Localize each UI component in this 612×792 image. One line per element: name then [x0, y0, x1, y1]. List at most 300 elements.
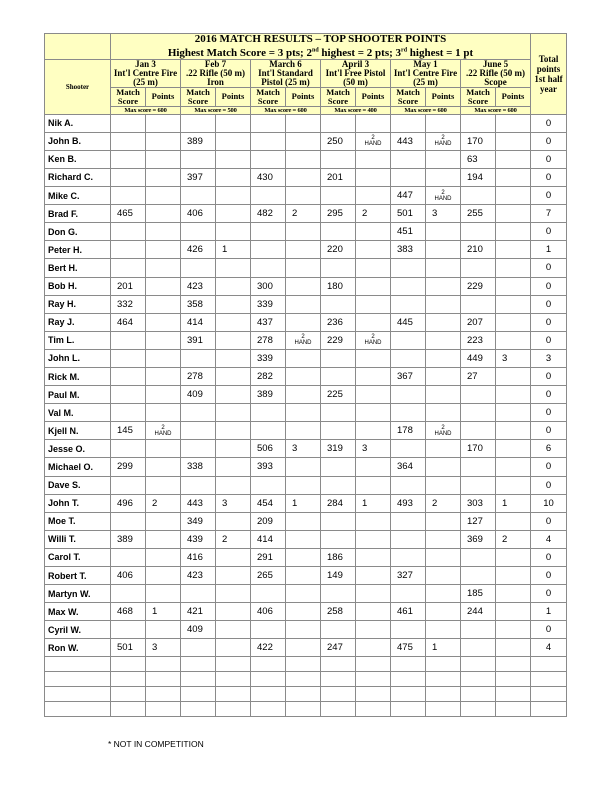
points-cell: 2 HAND [426, 187, 461, 205]
points-cell [356, 259, 391, 277]
points-cell [286, 639, 321, 657]
table-row [45, 295, 567, 313]
points-cell [216, 150, 251, 168]
points-cell [286, 548, 321, 566]
table-row [45, 168, 567, 186]
points-cell: 1 [356, 494, 391, 512]
score-cell: 414 [251, 530, 286, 548]
score-cell [461, 476, 496, 494]
table-row [45, 150, 567, 168]
shooter-name: Richard C. [45, 168, 111, 186]
table-row [45, 349, 567, 367]
points-cell: 1 [216, 241, 251, 259]
score-cell [111, 331, 146, 349]
points-cell [426, 150, 461, 168]
table-row [45, 114, 567, 132]
score-cell [391, 386, 426, 404]
score-cell: 364 [391, 458, 426, 476]
score-cell: 409 [181, 621, 216, 639]
points-cell [426, 621, 461, 639]
score-cell: 423 [181, 277, 216, 295]
page-subtitle: Highest Match Score = 3 pts; 2nd highest = 2 pts; 3rd highest = 1 pt [167, 46, 474, 59]
score-cell [391, 476, 426, 494]
score-cell [251, 404, 286, 422]
points-cell [356, 386, 391, 404]
score-cell [111, 621, 146, 639]
points-cell [426, 530, 461, 548]
points-cell [146, 259, 181, 277]
points-cell [356, 639, 391, 657]
score-cell: 389 [111, 530, 146, 548]
score-cell: 127 [461, 512, 496, 530]
total-cell: 0 [531, 422, 567, 440]
shooter-name: Ray H. [45, 295, 111, 313]
score-cell [181, 404, 216, 422]
score-cell [251, 132, 286, 150]
points-cell [496, 585, 531, 603]
points-cell [286, 585, 321, 603]
points-cell [146, 150, 181, 168]
points-cell [216, 422, 251, 440]
score-cell: 291 [251, 548, 286, 566]
score-cell [391, 114, 426, 132]
points-cell [356, 241, 391, 259]
table-row [45, 241, 567, 259]
points-cell [356, 567, 391, 585]
score-cell: 265 [251, 567, 286, 585]
points-cell [146, 512, 181, 530]
total-cell: 4 [531, 639, 567, 657]
score-cell [111, 132, 146, 150]
score-cell: 468 [111, 603, 146, 621]
score-cell: 63 [461, 150, 496, 168]
score-cell [111, 168, 146, 186]
score-cell: 501 [111, 639, 146, 657]
match-score-header: Match Score [461, 87, 496, 106]
total-cell: 0 [531, 187, 567, 205]
score-cell: 422 [251, 639, 286, 657]
score-cell [391, 259, 426, 277]
score-cell [111, 241, 146, 259]
score-cell: 223 [461, 331, 496, 349]
score-cell: 430 [251, 168, 286, 186]
score-cell: 475 [391, 639, 426, 657]
points-cell [496, 205, 531, 223]
score-cell [391, 512, 426, 530]
shooter-name: Max W. [45, 603, 111, 621]
points-cell [146, 567, 181, 585]
score-cell: 295 [321, 205, 356, 223]
match-score-header: Match Score [321, 87, 356, 106]
score-cell [111, 440, 146, 458]
points-cell [286, 422, 321, 440]
event-header: May 1 Int'l Centre Fire (25 m) [391, 59, 461, 87]
table-row [45, 223, 567, 241]
score-cell: 332 [111, 295, 146, 313]
score-cell: 185 [461, 585, 496, 603]
score-cell: 303 [461, 494, 496, 512]
score-cell: 439 [181, 530, 216, 548]
score-cell: 229 [461, 277, 496, 295]
score-cell: 170 [461, 132, 496, 150]
points-cell [286, 349, 321, 367]
score-cell [111, 585, 146, 603]
points-header: Points [356, 87, 391, 106]
table-row [45, 367, 567, 385]
score-cell: 369 [461, 530, 496, 548]
score-cell [321, 349, 356, 367]
shooter-name: Rick M. [45, 367, 111, 385]
title-cell [111, 34, 531, 60]
score-cell: 284 [321, 494, 356, 512]
score-cell: 278 [181, 367, 216, 385]
total-cell: 0 [531, 404, 567, 422]
score-cell: 258 [321, 603, 356, 621]
match-score-header: Match Score [181, 87, 216, 106]
points-cell [426, 548, 461, 566]
score-cell: 409 [181, 386, 216, 404]
points-cell [426, 168, 461, 186]
score-cell: 416 [181, 548, 216, 566]
score-cell: 201 [111, 277, 146, 295]
points-cell [356, 585, 391, 603]
points-cell [356, 187, 391, 205]
score-cell [321, 422, 356, 440]
score-cell: 383 [391, 241, 426, 259]
points-cell [216, 603, 251, 621]
points-cell [286, 512, 321, 530]
points-cell [216, 331, 251, 349]
points-cell [216, 440, 251, 458]
shooter-name: Val M. [45, 404, 111, 422]
total-cell: 0 [531, 458, 567, 476]
score-cell: 358 [181, 295, 216, 313]
event-header: Jan 3 Int'l Centre Fire (25 m) [111, 59, 181, 87]
points-cell: 1 [426, 639, 461, 657]
max-score-label: Max score = 600 [391, 106, 461, 114]
score-cell [391, 548, 426, 566]
points-cell: 2 HAND [426, 422, 461, 440]
shooter-name: Bert H. [45, 259, 111, 277]
points-cell [146, 168, 181, 186]
total-cell: 0 [531, 548, 567, 566]
score-cell [321, 476, 356, 494]
score-cell: 465 [111, 205, 146, 223]
shooter-name: Kjell N. [45, 422, 111, 440]
points-cell [146, 114, 181, 132]
points-cell [146, 132, 181, 150]
points-cell [356, 621, 391, 639]
total-cell: 0 [531, 386, 567, 404]
score-cell [321, 585, 356, 603]
table-row [45, 422, 567, 440]
max-score-label: Max score = 500 [181, 106, 251, 114]
score-cell: 300 [251, 277, 286, 295]
total-cell: 0 [531, 114, 567, 132]
points-cell [146, 440, 181, 458]
score-cell: 250 [321, 132, 356, 150]
points-cell: 1 [286, 494, 321, 512]
empty-row [45, 657, 567, 672]
table-row [45, 187, 567, 205]
points-cell [146, 313, 181, 331]
points-cell [496, 168, 531, 186]
score-cell: 406 [251, 603, 286, 621]
score-cell [321, 259, 356, 277]
points-cell: 2 [496, 530, 531, 548]
footnote: * NOT IN COMPETITION [108, 739, 204, 749]
score-cell [181, 114, 216, 132]
score-cell [251, 223, 286, 241]
score-cell [181, 639, 216, 657]
score-cell [111, 349, 146, 367]
score-cell: 443 [391, 132, 426, 150]
score-cell [251, 585, 286, 603]
score-cell: 236 [321, 313, 356, 331]
points-cell [216, 349, 251, 367]
score-cell [181, 585, 216, 603]
score-cell [461, 548, 496, 566]
score-cell: 406 [181, 205, 216, 223]
points-cell [356, 530, 391, 548]
points-cell [496, 548, 531, 566]
points-cell [216, 476, 251, 494]
corner-cell [45, 34, 111, 60]
total-cell: 0 [531, 367, 567, 385]
score-cell: 482 [251, 205, 286, 223]
score-cell: 397 [181, 168, 216, 186]
points-cell: 2 [356, 205, 391, 223]
points-cell [496, 476, 531, 494]
shooter-name: Mike C. [45, 187, 111, 205]
score-cell: 447 [391, 187, 426, 205]
points-cell [496, 621, 531, 639]
shooter-name: Ray J. [45, 313, 111, 331]
score-cell [461, 114, 496, 132]
points-cell [356, 349, 391, 367]
points-cell [356, 404, 391, 422]
points-cell [146, 331, 181, 349]
score-cell: 506 [251, 440, 286, 458]
shooter-name: Jesse O. [45, 440, 111, 458]
score-cell: 244 [461, 603, 496, 621]
points-cell [496, 223, 531, 241]
empty-row [45, 687, 567, 702]
shooter-name: Nik A. [45, 114, 111, 132]
score-cell [321, 367, 356, 385]
score-cell [391, 295, 426, 313]
score-cell: 493 [391, 494, 426, 512]
points-cell [286, 168, 321, 186]
score-cell: 445 [391, 313, 426, 331]
score-cell [111, 512, 146, 530]
score-cell: 299 [111, 458, 146, 476]
points-cell [356, 114, 391, 132]
points-cell [286, 259, 321, 277]
score-cell: 437 [251, 313, 286, 331]
score-cell [251, 621, 286, 639]
points-cell [426, 603, 461, 621]
page-title: 2016 MATCH RESULTS – TOP SHOOTER POINTS [194, 33, 447, 45]
table-row [45, 386, 567, 404]
score-cell [181, 422, 216, 440]
score-cell [251, 150, 286, 168]
points-cell: 3 [426, 205, 461, 223]
total-cell: 0 [531, 331, 567, 349]
score-cell [461, 223, 496, 241]
table-row [45, 512, 567, 530]
points-cell [356, 295, 391, 313]
points-cell [286, 187, 321, 205]
score-cell: 389 [181, 132, 216, 150]
score-cell [461, 422, 496, 440]
points-cell [146, 585, 181, 603]
score-cell: 194 [461, 168, 496, 186]
shooter-name: Ron W. [45, 639, 111, 657]
score-cell [181, 187, 216, 205]
score-cell: 209 [251, 512, 286, 530]
score-cell: 464 [111, 313, 146, 331]
total-cell: 0 [531, 621, 567, 639]
points-cell [426, 567, 461, 585]
score-cell: 319 [321, 440, 356, 458]
points-cell [356, 422, 391, 440]
table-row [45, 404, 567, 422]
points-cell [356, 150, 391, 168]
score-cell: 201 [321, 168, 356, 186]
points-cell: 2 HAND [356, 132, 391, 150]
score-cell: 178 [391, 422, 426, 440]
points-cell [426, 367, 461, 385]
score-cell [461, 187, 496, 205]
max-score-label: Max score = 600 [461, 106, 531, 114]
score-cell: 461 [391, 603, 426, 621]
score-cell: 414 [181, 313, 216, 331]
points-cell [146, 277, 181, 295]
points-cell [496, 512, 531, 530]
score-cell [391, 404, 426, 422]
points-cell [216, 404, 251, 422]
score-cell: 186 [321, 548, 356, 566]
table-row [45, 440, 567, 458]
score-cell: 180 [321, 277, 356, 295]
shooter-name: Brad F. [45, 205, 111, 223]
points-cell [496, 114, 531, 132]
points-cell [146, 404, 181, 422]
points-cell [496, 331, 531, 349]
shooter-name: John T. [45, 494, 111, 512]
score-cell [321, 295, 356, 313]
score-cell [321, 458, 356, 476]
points-cell [496, 422, 531, 440]
points-cell [146, 530, 181, 548]
points-cell: 3 [216, 494, 251, 512]
score-cell: 278 [251, 331, 286, 349]
points-cell [496, 458, 531, 476]
score-cell [461, 621, 496, 639]
points-cell [146, 187, 181, 205]
score-cell [181, 476, 216, 494]
points-cell: 1 [146, 603, 181, 621]
total-cell: 1 [531, 241, 567, 259]
points-cell [146, 621, 181, 639]
points-cell [146, 349, 181, 367]
points-cell [146, 386, 181, 404]
score-cell: 255 [461, 205, 496, 223]
match-score-header: Match Score [111, 87, 146, 106]
score-cell [461, 386, 496, 404]
score-cell [111, 259, 146, 277]
total-cell: 10 [531, 494, 567, 512]
score-cell [251, 476, 286, 494]
points-cell: 3 [146, 639, 181, 657]
points-cell [216, 295, 251, 313]
points-cell [496, 295, 531, 313]
shooter-name: Michael O. [45, 458, 111, 476]
score-cell: 27 [461, 367, 496, 385]
shooter-name: Moe T. [45, 512, 111, 530]
event-header: Feb 7 .22 Rifle (50 m) Iron [181, 59, 251, 87]
total-cell: 0 [531, 295, 567, 313]
shooter-name: John L. [45, 349, 111, 367]
total-cell: 0 [531, 150, 567, 168]
shooter-name: Dave S. [45, 476, 111, 494]
shooter-name: Bob H. [45, 277, 111, 295]
total-cell: 0 [531, 585, 567, 603]
score-cell [111, 150, 146, 168]
total-cell: 0 [531, 313, 567, 331]
points-cell [216, 548, 251, 566]
total-cell: 0 [531, 132, 567, 150]
total-cell: 0 [531, 567, 567, 585]
score-cell: 449 [461, 349, 496, 367]
points-cell [496, 404, 531, 422]
score-cell [111, 386, 146, 404]
points-cell: 2 HAND [146, 422, 181, 440]
points-cell [286, 241, 321, 259]
points-cell [496, 440, 531, 458]
points-cell [146, 548, 181, 566]
shooter-name: Robert T. [45, 567, 111, 585]
table-row [45, 331, 567, 349]
points-cell: 2 [146, 494, 181, 512]
points-cell: 2 HAND [286, 331, 321, 349]
points-cell [216, 277, 251, 295]
score-cell [111, 548, 146, 566]
points-cell [146, 241, 181, 259]
score-cell [391, 168, 426, 186]
points-cell [356, 476, 391, 494]
points-cell [426, 259, 461, 277]
total-cell: 0 [531, 476, 567, 494]
points-cell [496, 277, 531, 295]
score-cell [391, 440, 426, 458]
points-cell [496, 187, 531, 205]
score-cell [461, 259, 496, 277]
score-cell: 220 [321, 241, 356, 259]
score-cell: 391 [181, 331, 216, 349]
points-cell [286, 458, 321, 476]
points-cell [356, 512, 391, 530]
points-cell [216, 386, 251, 404]
points-cell [356, 603, 391, 621]
points-cell [216, 187, 251, 205]
table-row [45, 621, 567, 639]
points-cell [286, 603, 321, 621]
total-cell: 4 [531, 530, 567, 548]
shooter-name: John B. [45, 132, 111, 150]
points-cell [286, 567, 321, 585]
